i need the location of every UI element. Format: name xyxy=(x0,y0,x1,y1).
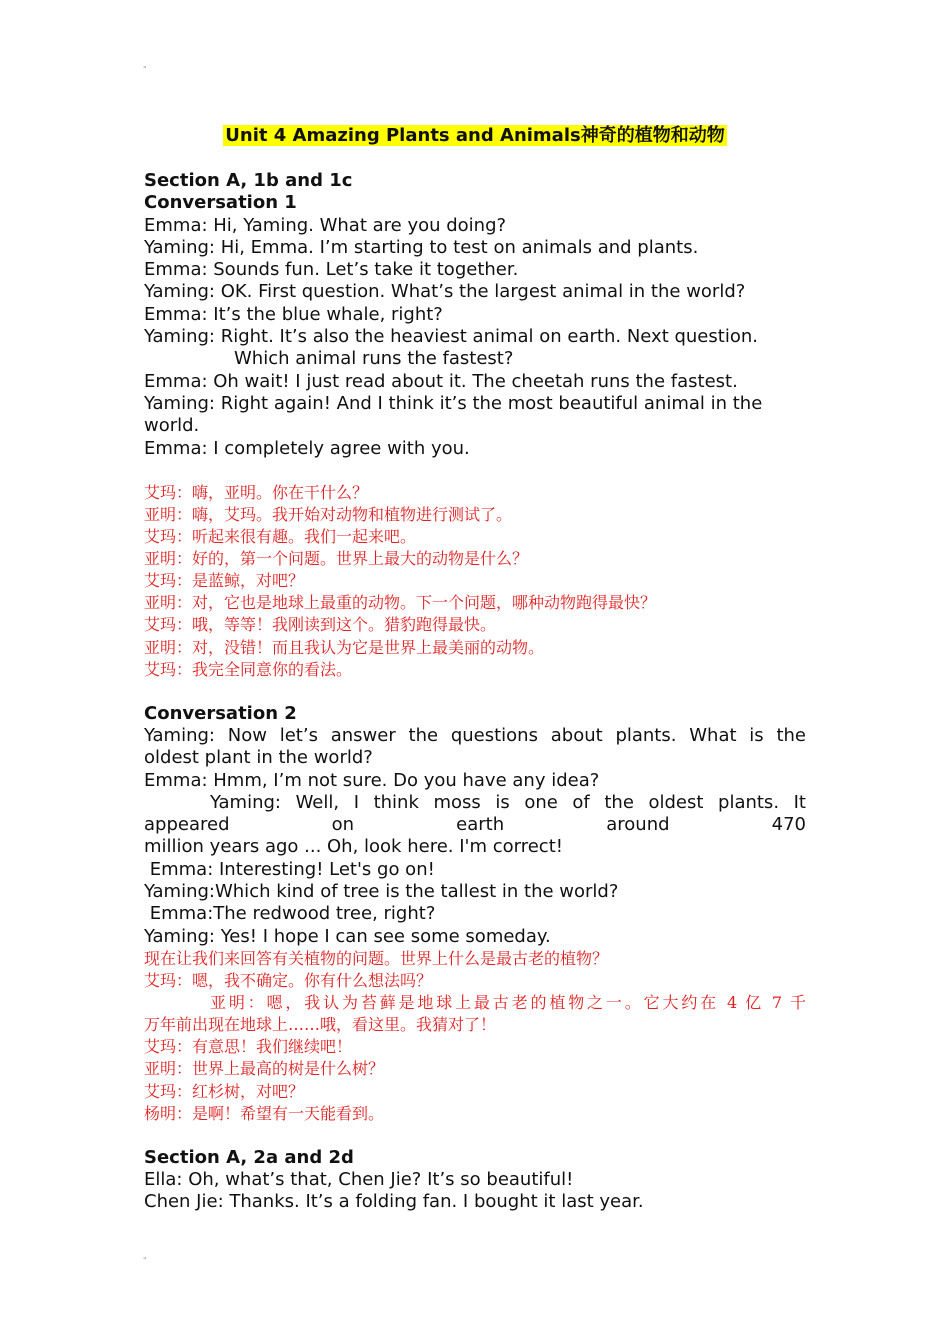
dialogue-line: Emma: It’s the blue whale, right? xyxy=(144,303,443,325)
dialogue-line: appeared on earth around 470 xyxy=(144,814,806,836)
translation-line: 艾玛：听起来很有趣。我们一起来吧。 xyxy=(144,527,417,547)
translation-line: 艾玛：嗨，亚明。你在干什么？ xyxy=(144,482,369,502)
translation-line: 现在让我们来回答有关植物的问题。世界上什么是最古老的植物？ xyxy=(144,948,609,968)
translation-line: 万年前出现在地球上……哦，看这里。我猜对了！ xyxy=(144,1015,497,1035)
section-heading: Section A, 1b and 1c xyxy=(144,170,353,191)
dialogue-line: Yaming: Well, I think moss is one of the oldest plants. It xyxy=(210,791,806,813)
translation-line: 艾玛：是蓝鲸，对吧？ xyxy=(144,571,305,591)
dialogue-line: Yaming: Now let’s answer the questions about plants. What is the xyxy=(144,725,806,746)
dialogue-line: Yaming: Right again! And I think it’s the most beautiful animal in the xyxy=(144,392,763,414)
title-block xyxy=(144,124,806,148)
dialogue-line: oldest plant in the world? xyxy=(144,747,373,769)
dialogue-line: Yaming: OK. First question. What’s the largest animal in the world? xyxy=(144,281,746,303)
dialogue-line: Yaming: Yes! I hope I can see some someday. xyxy=(144,925,551,947)
dialogue-line: Yaming: Hi, Emma. I’m starting to test on animals and plants. xyxy=(144,236,699,258)
conversation-heading: Conversation 2 xyxy=(144,702,297,724)
dialogue-line: Which animal runs the fastest? xyxy=(234,348,514,370)
dialogue-line: Yaming: Right. It’s also the heaviest animal on earth. Next question. xyxy=(144,326,758,348)
translation-line: 亚明：世界上最高的树是什么树？ xyxy=(144,1059,385,1079)
dialogue-line: Yaming:Which kind of tree is the tallest in the world? xyxy=(144,881,619,903)
translation-line: 艾玛：有意思！我们继续吧！ xyxy=(144,1037,353,1057)
translation-line: 艾玛：我完全同意你的看法。 xyxy=(144,659,353,679)
dialogue-line: Chen Jie: Thanks. It’s a folding fan. I bought it last year. xyxy=(144,1191,644,1213)
dialogue-line: Ella: Oh, what’s that, Chen Jie? It’s so beautiful! xyxy=(144,1169,574,1191)
translation-line: 亚明：对，没错！而且我认为它是世界上最美丽的动物。 xyxy=(144,637,545,657)
page-title: Unit 4 Amazing Plants and Animals神奇的植物和动物 xyxy=(225,125,725,146)
corner-mark-top: " xyxy=(143,65,147,74)
dialogue-line: million years ago ... Oh, look here. I'm correct! xyxy=(144,836,563,858)
document-page xyxy=(144,124,806,1214)
translation-line: 艾玛：红杉树，对吧？ xyxy=(144,1081,305,1101)
dialogue-line: Emma: Hi, Yaming. What are you doing? xyxy=(144,214,507,236)
conversation-heading: Conversation 1 xyxy=(144,192,297,214)
dialogue-line: Emma: Sounds fun. Let’s take it together. xyxy=(144,259,519,281)
dialogue-line: Emma: Hmm, I’m not sure. Do you have any idea? xyxy=(144,769,600,791)
translation-line: 亚明：嗨，艾玛。我开始对动物和植物进行测试了。 xyxy=(144,504,513,524)
section-heading: Section A, 2a and 2d xyxy=(144,1146,354,1168)
translation-line: 杨明：是啊！希望有一天能看到。 xyxy=(144,1103,385,1123)
corner-mark-bottom: " xyxy=(143,1256,147,1265)
translation-line: 亚明：好的，第一个问题。世界上最大的动物是什么？ xyxy=(144,549,529,569)
translation-line: 亚明：对，它也是地球上最重的动物。下一个问题，哪种动物跑得最快？ xyxy=(144,593,657,613)
dialogue-line: world. xyxy=(144,415,200,437)
translation-line: 艾玛：哦，等等！我刚读到这个。猎豹跑得最快。 xyxy=(144,615,497,635)
translation-line: 亚明：嗯，我认为苔藓是地球上最古老的植物之一。它大约在 4 亿 7 千 xyxy=(210,993,806,1013)
dialogue-line: Emma: Oh wait! I just read about it. The cheetah runs the fastest. xyxy=(144,370,738,392)
dialogue-line: Emma: Interesting! Let's go on! xyxy=(144,858,435,880)
translation-line: 艾玛：嗯，我不确定。你有什么想法吗？ xyxy=(144,971,433,991)
dialogue-line: Emma: I completely agree with you. xyxy=(144,437,470,459)
dialogue-line: Emma:The redwood tree, right? xyxy=(144,903,436,925)
